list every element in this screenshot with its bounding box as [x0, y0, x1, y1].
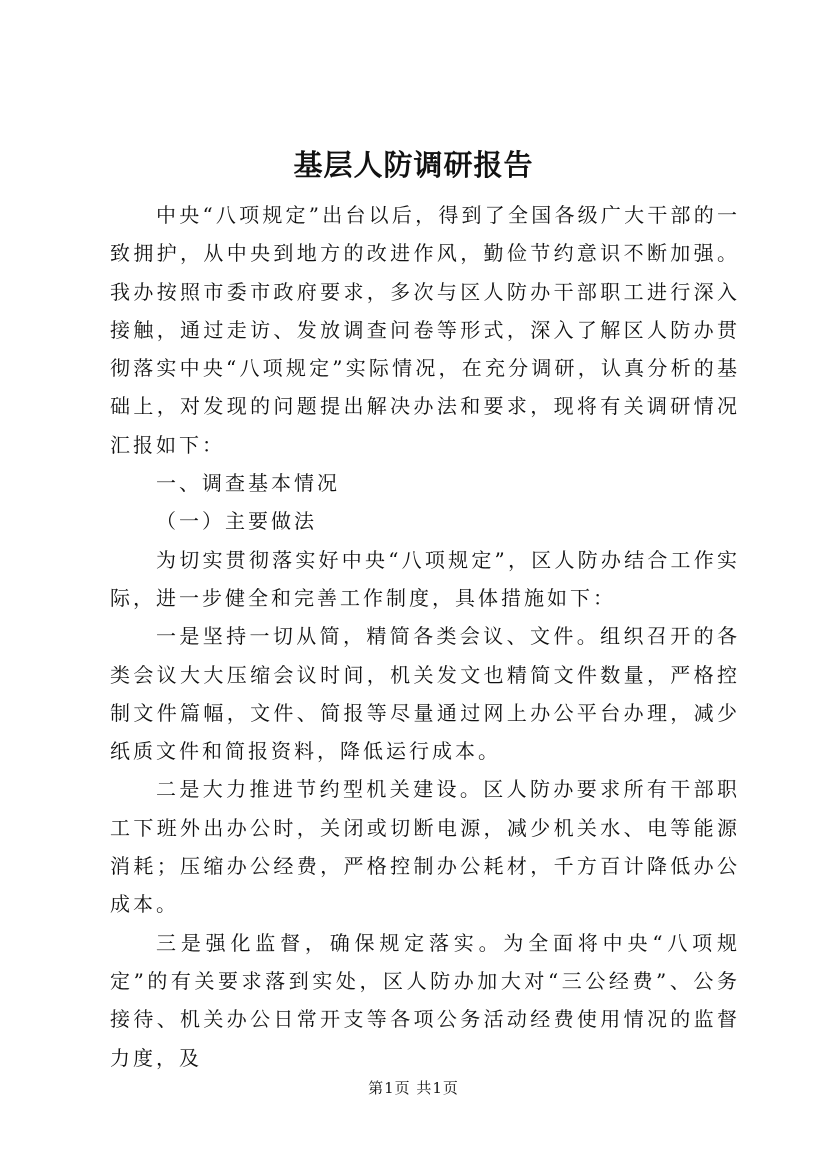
intro-paragraph: 中央“八项规定”出台以后，得到了全国各级广大干部的一致拥护，从中央到地方的改进作风，勤俭节约意识不断加强。我办按照市委市政府要求，多次与区人防办干部职工进行深入接触，通过走访、发放调查问卷等形式，深入了解区人防办贯彻落实中央“八项规定”实际情况，在充分调研，认真分析的基础上，对发现的问题提出解决办法和要求，现将有关调研情况汇报如下：: [110, 203, 740, 457]
section-heading: 一、调查基本情况: [156, 471, 340, 496]
subsection-heading: （一）主要做法: [156, 509, 317, 534]
measure-one-paragraph: 一是坚持一切从简，精简各类会议、文件。组织召开的各类会议大大压缩会议时间，机关发文也精简文件数量，严格控制文件篇幅，文件、简报等尽量通过网上办公平台办理，减少纸质文件和简报资料，降低运行成本。: [110, 624, 740, 764]
measure-two-paragraph: 二是大力推进节约型机关建设。区人防办要求所有干部职工下班外出办公时，关闭或切断电源，减少机关水、电等能源消耗；压缩办公经费，严格控制办公耗材，千方百计降低办公成本。: [110, 777, 740, 917]
measures-intro-paragraph: 为切实贯彻落实好中央“八项规定”，区人防办结合工作实际，进一步健全和完善工作制度，具体措施如下：: [110, 547, 740, 610]
document-title: 基层人防调研报告: [293, 148, 534, 182]
measure-three-paragraph: 三是强化监督，确保规定落实。为全面将中央“八项规定”的有关要求落到实处，区人防办加大对“三公经费”、公务接待、机关办公日常开支等各项公务活动经费使用情况的监督力度，及: [110, 930, 740, 1070]
page-footer: 第1页 共1页: [368, 1079, 459, 1097]
document-body: [110, 196, 740, 1077]
